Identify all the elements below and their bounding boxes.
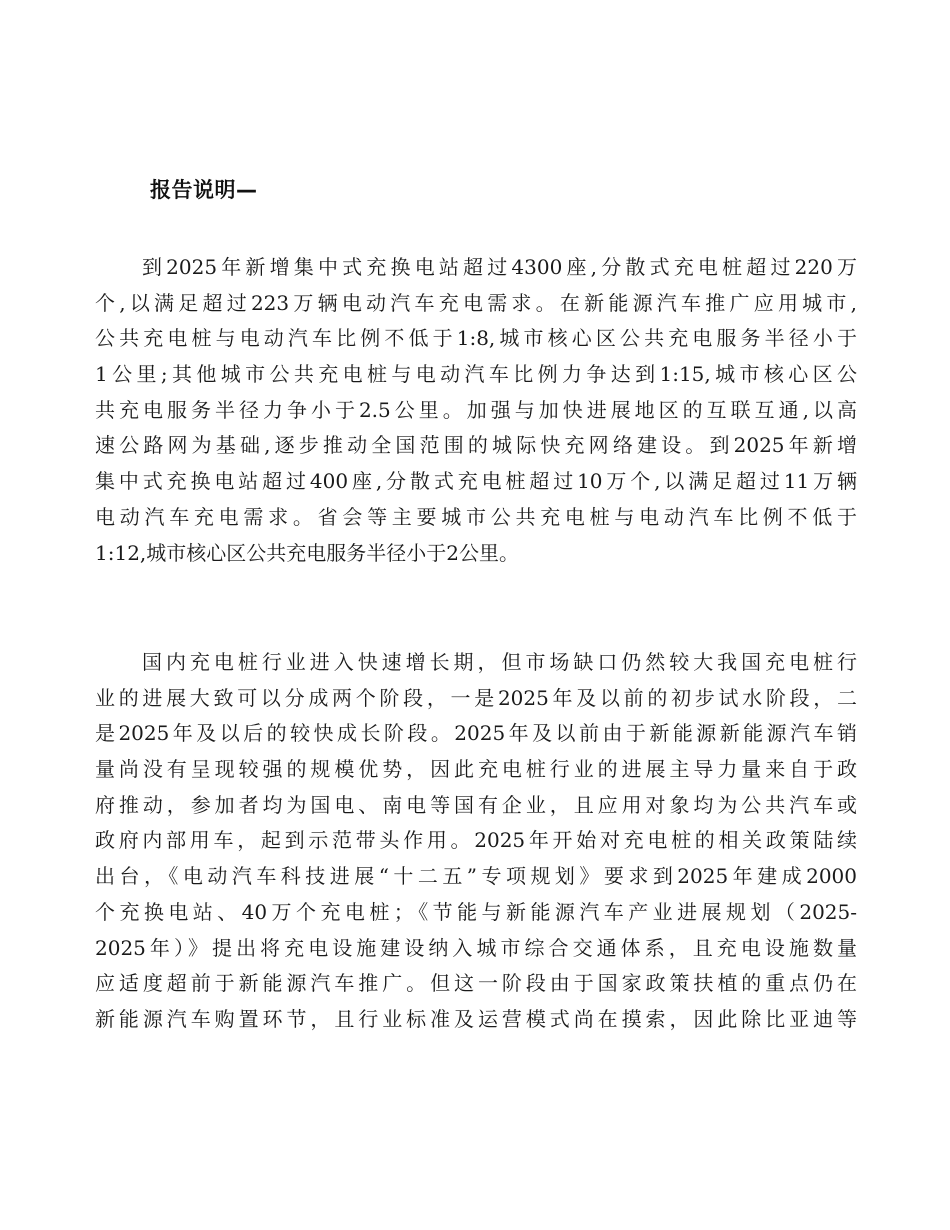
paragraph-line: 新能源汽车购置环节，且行业标准及运营模式尚在摸索，因此除比亚迪等 — [95, 1006, 857, 1031]
paragraph-line: 1:12,城市核心区公共充电服务半径小于2公里。 — [95, 540, 519, 565]
paragraph-line: 出台，《电动汽车科技进展“十二五”专项规划》要求到2025年建成2000 — [95, 864, 857, 889]
paragraph-line: 共充电服务半径力争小于2.5公里。加强与加快进展地区的互联互通,以高 — [95, 397, 857, 422]
section-heading: 报告说明— — [150, 178, 258, 202]
paragraph-line: 政府内部用车，起到示范带头作用。2025年开始对充电桩的相关政策陆续 — [95, 828, 857, 853]
paragraph-line: 电动汽车充电需求。省会等主要城市公共充电桩与电动汽车比例不低于 — [95, 504, 857, 529]
paragraph-line: 2025年）》提出将充电设施建设纳入城市综合交通体系，且充电设施数量 — [95, 935, 857, 960]
paragraph-2 — [95, 645, 857, 1038]
paragraph-line: 是2025年及以后的较快成长阶段。2025年及以前由于新能源新能源汽车销 — [95, 721, 857, 746]
paragraph-line: 国内充电桩行业进入快速增长期，但市场缺口仍然较大我国充电桩行 — [142, 650, 857, 674]
paragraph-line: 到2025年新增集中式充换电站超过4300座,分散式充电桩超过220万 — [142, 255, 857, 279]
paragraph-1 — [95, 250, 857, 571]
paragraph-line: 量尚没有呈现较强的规模优势，因此充电桩行业的进展主导力量来自于政 — [95, 757, 857, 782]
paragraph-line: 公共充电桩与电动汽车比例不低于1:8,城市核心区公共充电服务半径小于 — [95, 326, 857, 351]
paragraph-line: 集中式充换电站超过400座,分散式充电桩超过10万个,以满足超过11万辆 — [95, 469, 857, 494]
paragraph-line: 个,以满足超过223万辆电动汽车充电需求。在新能源汽车推广应用城市, — [95, 290, 857, 315]
paragraph-line: 个充换电站、40万个充电桩；《节能与新能源汽车产业进展规划（2025- — [95, 899, 857, 924]
paragraph-line: 1公里;其他城市公共充电桩与电动汽车比例力争达到1:15,城市核心区公 — [95, 362, 857, 387]
paragraph-line: 应适度超前于新能源汽车推广。但这一阶段由于国家政策扶植的重点仍在 — [95, 971, 857, 996]
paragraph-line: 府推动，参加者均为国电、南电等国有企业，且应用对象均为公共汽车或 — [95, 792, 857, 817]
paragraph-line: 业的进展大致可以分成两个阶段，一是2025年及以前的初步试水阶段，二 — [95, 685, 857, 710]
paragraph-line: 速公路网为基础,逐步推动全国范围的城际快充网络建设。到2025年新增 — [95, 433, 857, 458]
